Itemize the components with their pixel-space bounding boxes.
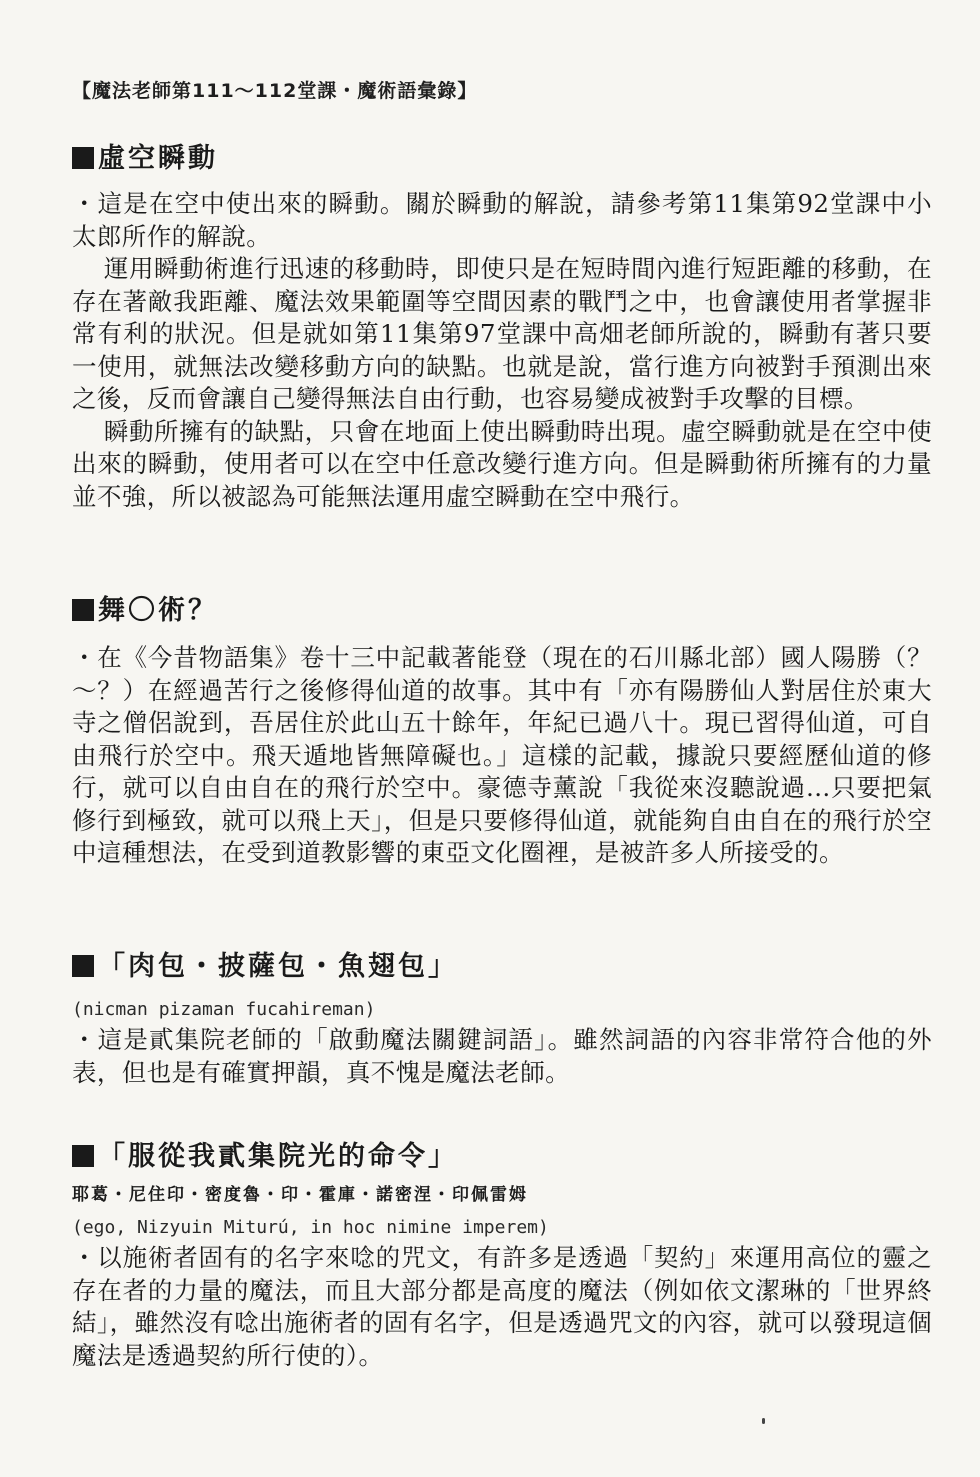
section-title-text: 「肉包・披薩包・魚翅包」 [98,951,458,982]
chant-transliteration: 耶葛・尼住印・密度魯・印・霍庫・諾密涅・印佩雷姆 [72,1185,528,1205]
romaji-reading: (ego, Nizyuin Miturú, in hoc nimine imperem) [72,1217,549,1238]
paragraph: ・在《今昔物語集》卷十三中記載著能登（現在的石川縣北部）國人陽勝（？～？）在經過苦行之後修得仙道的故事。其中有「亦有陽勝仙人對居住於東大寺之僧侶說到，吾居住於此山五十餘年，年紀已過八十。現已習得仙道，可自由飛行於空中。飛天遁地皆無障礙也。」這樣的記載，據說只要經歷仙道的修行，就可以自由自在的飛行於空中。豪德寺薰說「我從來沒聽說過…只要把氣修行到極致，就可以飛上天」，但是只要修得仙道，就能夠自由自在的飛行於空中這種想法，在受到道教影響的東亞文化圈裡，是被許多人所接受的。 [72,643,932,867]
romaji-reading: (nicman pizaman fucahireman) [72,999,376,1020]
section-title-text: 「服從我貳集院光的命令」 [98,1141,458,1172]
section-title-text: 虛空瞬動 [98,143,218,174]
print-speck [762,1418,765,1424]
black-square-icon [72,147,94,169]
section-title [72,594,932,630]
paragraph: ・以施術者固有的名字來唸的咒文，有許多是透過「契約」來運用高位的靈之存在者的力量的魔法，而且大部分都是高度的魔法（例如依文潔琳的「世界終結」，雖然沒有唸出施術者的固有名字，但是透過咒文的內容，就可以發現這個魔法是透過契約所行使的）。 [72,1243,932,1370]
section-title [72,142,932,178]
paragraph: 瞬動所擁有的缺點，只會在地面上使出瞬動時出現。虛空瞬動就是在空中使出來的瞬動，使用者可以在空中任意改變行進方向。但是瞬動術所擁有的力量並不強，所以被認為可能無法運用虛空瞬動在空中飛行。 [72,416,932,511]
paragraph: 運用瞬動術進行迅速的移動時，即使只是在短時間內進行短距離的移動，在存在著敵我距離、魔法效果範圍等空間因素的戰鬥之中，也會讓使用者掌握非常有利的狀況。但是就如第11集第97堂課中高畑老師所說的，瞬動有著只要一使用，就無法改變移動方向的缺點。也就是說，當行進方向被對手預測出來之後，反而會讓自己變得無法自由行動，也容易變成被對手攻擊的目標。 [72,254,932,413]
black-square-icon [72,1145,94,1167]
section-title [72,1140,932,1176]
black-square-icon [72,955,94,977]
section-obey-command [72,1140,932,1372]
section-title [72,950,932,986]
section-nikuman-chant [72,950,932,1089]
section-title-text: 舞〇術？ [98,595,218,626]
running-header: 【魔法老師第111～112堂課・魔術語彙錄】 [72,80,478,102]
section-flying-art [72,594,932,870]
paragraph: ・這是在空中使出來的瞬動。關於瞬動的解說，請參考第11集第92堂課中小太郎所作的解說。 [72,189,932,251]
paragraph: ・這是貳集院老師的「啟動魔法關鍵詞語」。雖然詞語的內容非常符合他的外表，但也是有確實押韻，真不愧是魔法老師。 [72,1025,932,1087]
section-void-shundou [72,142,932,513]
black-square-icon [72,599,94,621]
